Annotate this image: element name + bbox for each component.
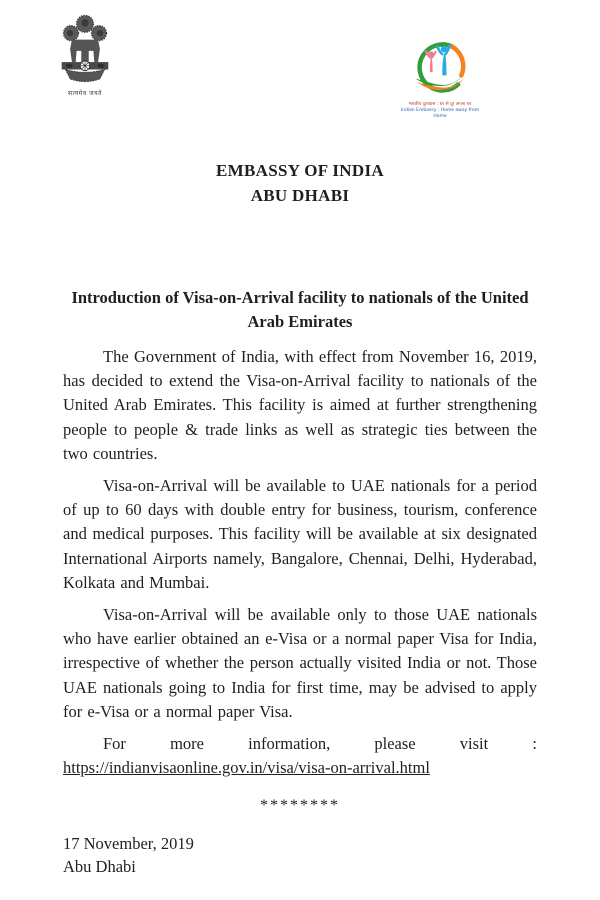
paragraph-2: Visa-on-Arrival will be available to UAE nationals for a period of up to 60 days with double entry for business, tourism, conference and medical purposes. This facility will be available at six designated International Airports namely, Bangalore, Chennai, Delhi, Hyderabad, Kolkata and Mumbai.: [63, 476, 537, 592]
date-line: 17 November, 2019: [63, 834, 194, 854]
letterhead-line2: ABU DHABI: [250, 186, 350, 205]
more-info-line: For more information, please visit :: [103, 734, 537, 754]
signoff-block: [63, 832, 537, 878]
logo-caption-english: Indian Embassy : Home away from Home: [400, 108, 480, 119]
lion-capital-icon: [56, 8, 114, 90]
emblem-motto: सत्यमेव जयते: [68, 90, 102, 97]
document-heading: Introduction of Visa-on-Arrival facility to nationals of the United Arab Emirates: [71, 288, 529, 331]
letterhead: [0, 158, 600, 208]
paragraph-3: Visa-on-Arrival will be available only to those UAE nationals who have earlier obtained an e-Visa or a normal paper Visa for India, irrespective of whether the person actually visited India or not. Those UAE nationals going to India for first time, may be advised to apply for e-Visa or a normal paper Visa.: [63, 605, 537, 721]
embassy-logo: [398, 36, 482, 120]
state-emblem-of-india: [56, 8, 114, 98]
visa-on-arrival-link[interactable]: https://indianvisaonline.gov.in/visa/visa-on-arrival.html: [63, 758, 430, 778]
asterisk-separator: ********: [260, 797, 340, 815]
paragraph-1: The Government of India, with effect from November 16, 2019, has decided to extend the Visa-on-Arrival facility to nationals of the United Arab Emirates. This facility is aimed at further strengthening people to people & trade links as well as strategic ties between the two countries.: [63, 347, 537, 463]
logo-caption-hindi: भारतीय दूतावास : घर से दूर अपना घर: [408, 102, 472, 107]
place-line: Abu Dhabi: [63, 857, 136, 877]
document-body: [63, 345, 537, 878]
letterhead-line1: EMBASSY OF INDIA: [216, 161, 384, 180]
embassy-home-away-logo-icon: [398, 36, 482, 100]
